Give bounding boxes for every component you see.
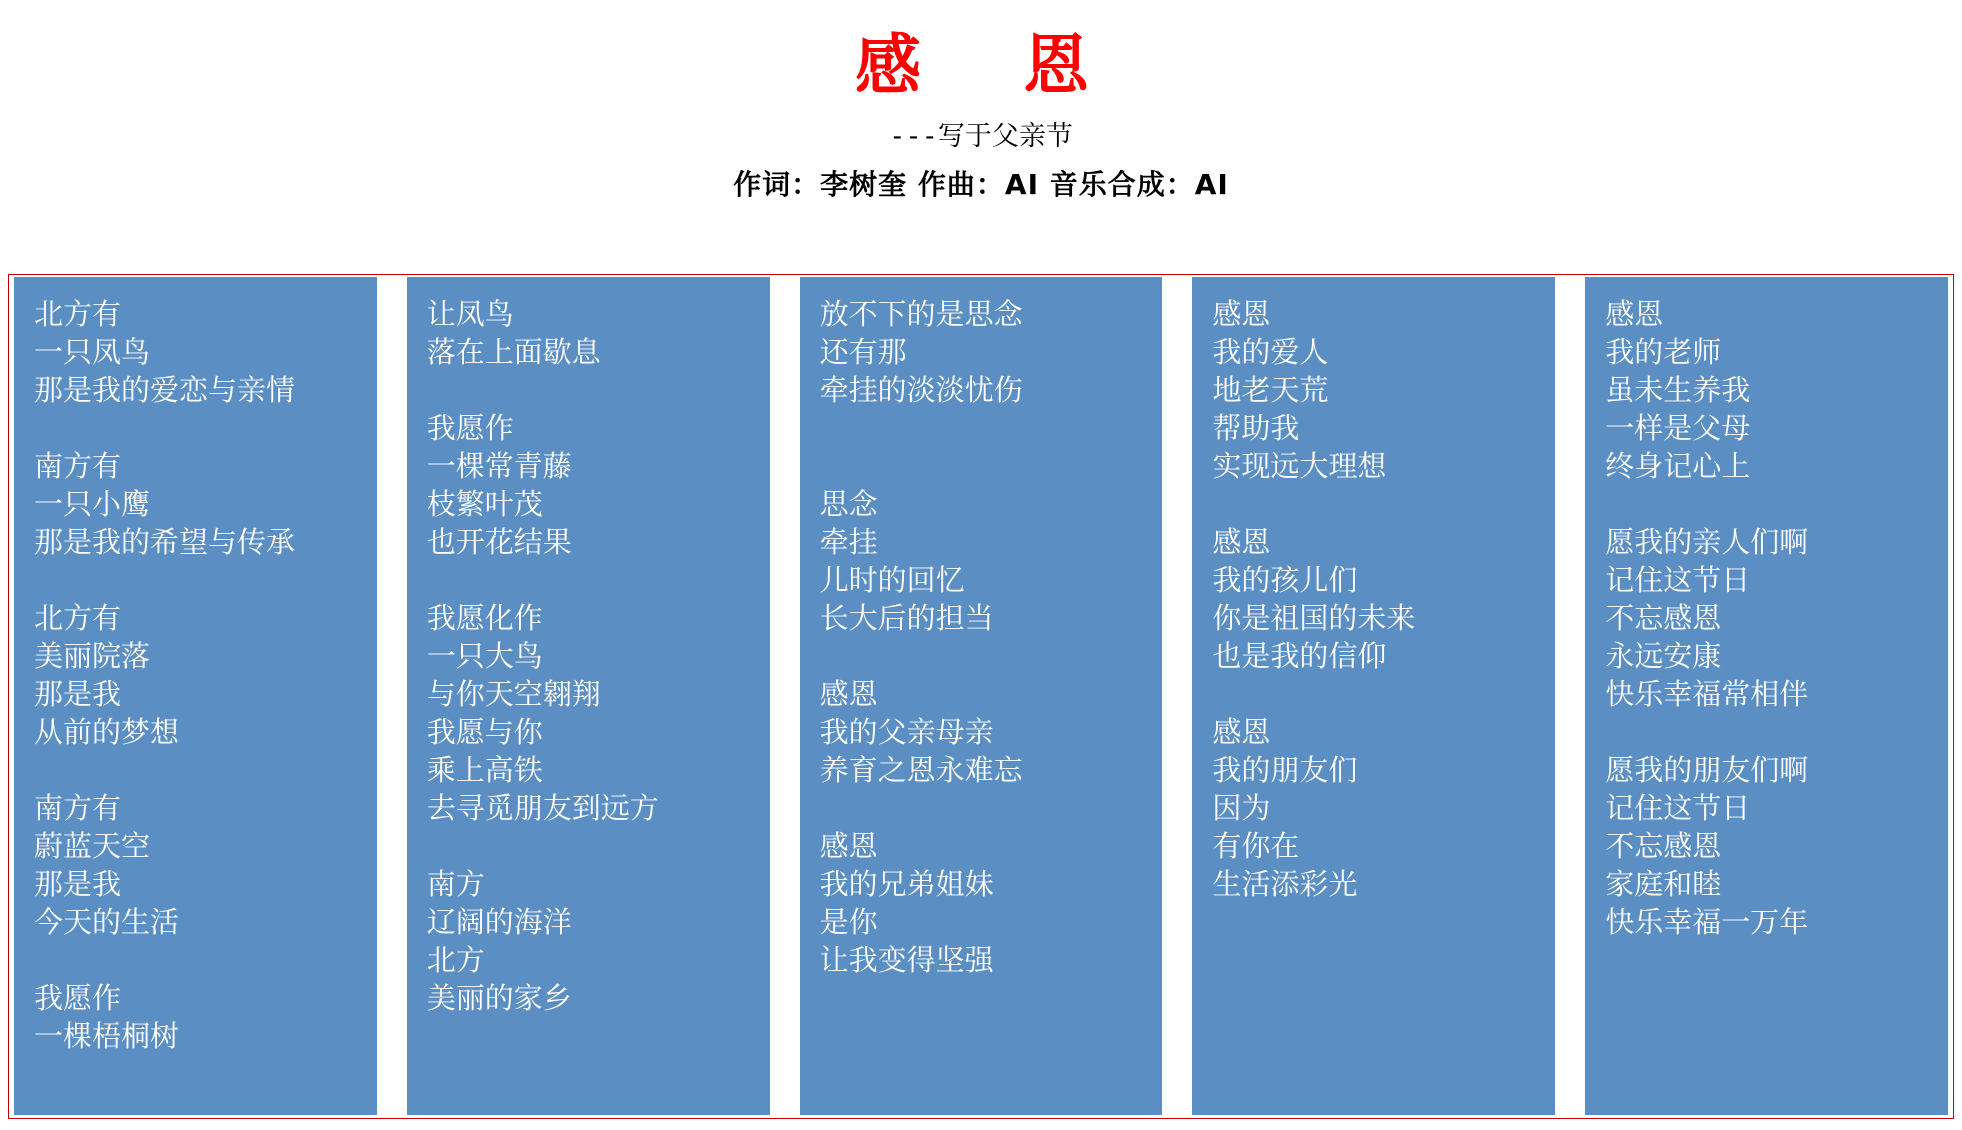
page-title: 感 恩 <box>855 27 1107 104</box>
lyric-line: 终身记心上 <box>1605 449 1751 483</box>
lyric-line: 快乐幸福常相伴 <box>1605 677 1809 711</box>
lyric-line: 感恩 <box>1212 715 1271 749</box>
lyrics-column-2 <box>407 277 770 1115</box>
lyric-line: 实现远大理想 <box>1212 449 1387 483</box>
lyric-line: 一样是父母 <box>1605 411 1751 445</box>
lyric-line: 放不下的是思念 <box>819 297 1023 331</box>
lyric-line: 记住这节日 <box>1605 791 1751 825</box>
lyric-line: 美丽院落 <box>34 639 151 673</box>
lyric-spacer <box>1605 485 1928 523</box>
lyric-line: 快乐幸福一万年 <box>1605 905 1809 939</box>
lyric-spacer <box>34 941 357 979</box>
lyric-line: 感恩 <box>1212 297 1271 331</box>
lyric-spacer <box>427 827 750 865</box>
lyric-line: 南方 <box>426 867 485 901</box>
lyric-line: 北方有 <box>34 601 122 635</box>
lyric-line: 我愿与你 <box>426 715 543 749</box>
lyric-line: 帮助我 <box>1212 411 1300 445</box>
lyric-line: 辽阔的海洋 <box>426 905 572 939</box>
lyric-line: 儿时的回忆 <box>819 563 965 597</box>
lyric-line: 不忘感恩 <box>1605 601 1722 635</box>
lyric-line: 我愿化作 <box>426 601 543 635</box>
lyric-spacer <box>427 371 750 409</box>
lyric-line: 让我变得坚强 <box>819 943 994 977</box>
lyric-line: 虽未生养我 <box>1605 373 1751 407</box>
lyrics-column-1 <box>14 277 377 1115</box>
lyric-line: 记住这节日 <box>1605 563 1751 597</box>
lyric-line: 感恩 <box>1212 525 1271 559</box>
lyric-line: 有你在 <box>1212 829 1300 863</box>
lyric-spacer <box>34 561 357 599</box>
lyric-spacer <box>1605 713 1928 751</box>
lyric-line: 长大后的担当 <box>819 601 994 635</box>
lyric-line: 地老天荒 <box>1212 373 1329 407</box>
lyrics-column-4 <box>1192 277 1555 1115</box>
lyric-line: 落在上面歇息 <box>426 335 601 369</box>
lyric-line: 养育之恩永难忘 <box>819 753 1023 787</box>
lyric-line: 愿我的朋友们啊 <box>1605 753 1809 787</box>
lyric-line: 你是祖国的未来 <box>1212 601 1416 635</box>
lyric-line: 我的朋友们 <box>1212 753 1358 787</box>
lyric-spacer <box>820 789 1143 827</box>
lyric-line: 牵挂的淡淡忧伤 <box>819 373 1023 407</box>
lyric-line: 北方 <box>426 943 485 977</box>
lyric-line: 蔚蓝天空 <box>34 829 151 863</box>
lyric-line: 一棵常青藤 <box>426 449 572 483</box>
lyric-line: 因为 <box>1212 791 1271 825</box>
lyric-spacer <box>820 447 1143 485</box>
lyric-spacer <box>427 561 750 599</box>
credits-line: 作词：李树奎 作曲：AI 音乐合成：AI <box>733 167 1229 201</box>
lyric-spacer <box>1212 485 1535 523</box>
lyric-line: 南方有 <box>34 449 122 483</box>
lyric-line: 乘上高铁 <box>426 753 543 787</box>
lyric-line: 牵挂 <box>819 525 878 559</box>
lyrics-columns <box>8 277 1954 1115</box>
lyric-line: 我的爱人 <box>1212 335 1329 369</box>
lyric-line: 一只大鸟 <box>426 639 543 673</box>
lyric-line: 从前的梦想 <box>34 715 180 749</box>
lyric-line: 感恩 <box>819 677 878 711</box>
lyric-line: 一只凤鸟 <box>34 335 151 369</box>
lyric-line: 愿我的亲人们啊 <box>1605 525 1809 559</box>
lyric-spacer <box>820 409 1143 447</box>
lyric-line: 南方有 <box>34 791 122 825</box>
lyric-line: 家庭和睦 <box>1605 867 1722 901</box>
lyric-spacer <box>1212 675 1535 713</box>
lyric-line: 感恩 <box>1605 297 1664 331</box>
lyric-line: 我愿作 <box>426 411 514 445</box>
lyrics-column-5 <box>1585 277 1948 1115</box>
lyric-line: 我的老师 <box>1605 335 1722 369</box>
lyric-line: 是你 <box>819 905 878 939</box>
lyric-line: 我的兄弟姐妹 <box>819 867 994 901</box>
lyric-line: 今天的生活 <box>34 905 180 939</box>
lyric-spacer <box>34 751 357 789</box>
lyric-line: 枝繁叶茂 <box>426 487 543 521</box>
lyric-line: 一棵梧桐树 <box>34 1019 180 1053</box>
lyric-line: 北方有 <box>34 297 122 331</box>
lyric-line: 那是我 <box>34 677 122 711</box>
lyric-line: 美丽的家乡 <box>426 981 572 1015</box>
lyric-line: 我愿作 <box>34 981 122 1015</box>
lyric-line: 那是我 <box>34 867 122 901</box>
lyric-spacer <box>820 637 1143 675</box>
lyric-line: 让凤鸟 <box>426 297 514 331</box>
lyrics-column-3 <box>800 277 1163 1115</box>
lyric-line: 也是我的信仰 <box>1212 639 1387 673</box>
lyric-line: 我的孩儿们 <box>1212 563 1358 597</box>
lyric-line: 思念 <box>819 487 878 521</box>
page-subtitle: ---写于父亲节 <box>889 120 1073 152</box>
lyric-line: 那是我的爱恋与亲情 <box>34 373 296 407</box>
lyric-line: 感恩 <box>819 829 878 863</box>
lyric-line: 与你天空翱翔 <box>426 677 601 711</box>
lyric-line: 永远安康 <box>1605 639 1722 673</box>
document-page <box>0 28 1962 1130</box>
lyric-line: 还有那 <box>819 335 907 369</box>
lyric-line: 生活添彩光 <box>1212 867 1358 901</box>
lyric-line: 也开花结果 <box>426 525 572 559</box>
lyric-line: 不忘感恩 <box>1605 829 1722 863</box>
lyric-line: 我的父亲母亲 <box>819 715 994 749</box>
lyric-spacer <box>34 409 357 447</box>
lyric-line: 一只小鹰 <box>34 487 151 521</box>
lyric-line: 去寻觅朋友到远方 <box>426 791 659 825</box>
lyric-line: 那是我的希望与传承 <box>34 525 296 559</box>
